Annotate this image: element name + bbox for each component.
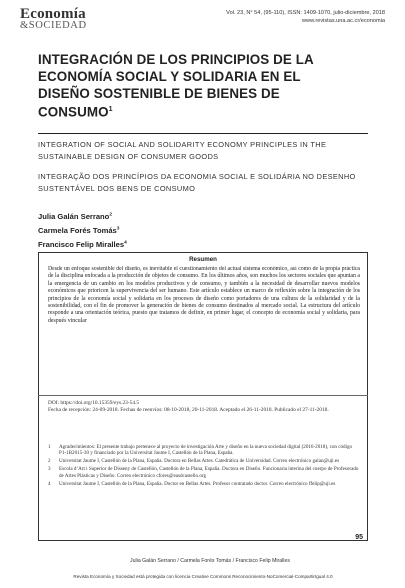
author-1 <box>38 212 112 221</box>
title-footnote-marker[interactable]: 1 <box>108 106 113 114</box>
author-footnote-marker[interactable]: 2 <box>109 212 112 218</box>
journal-logo-title: Economía <box>20 6 86 22</box>
footnote-text: Universitat Jaume I, Castellón de la Plana, España. Doctor en Bellas Artes. Profesor contratado doctor. Correo electrónico ffelip@uji.es <box>59 480 336 487</box>
title-spanish <box>38 52 338 122</box>
footnote-text: Universitat Jaume I, Castellón de la Plana, España. Doctora en Bellas Artes. Catedrática de Universidad. Correo electrónico galan@uji.es <box>59 458 340 465</box>
title-portuguese: INTEGRAÇÃO DOS PRINCÍPIOS DA ECONOMIA SOCIAL E SOLIDÁRIA NO DESENHO SUSTENTÁVEL DOS BENS DE CONSUMO <box>38 172 356 193</box>
footnote-number: 1 <box>48 444 51 450</box>
page-number: 95 <box>355 534 363 541</box>
author-footnote-marker[interactable]: 4 <box>124 240 127 246</box>
footnote-3 <box>48 466 360 479</box>
publication-dates: Fecha de recepción: 24-09-2018. Fechas de reenvíos: 08-10-2018, 20-11-2018. Aceptado el 26-11-2018. Publicado el 27-11-2018. <box>48 407 329 413</box>
footnote-number: 2 <box>48 458 51 465</box>
footnote-number: 4 <box>48 480 51 487</box>
doi-link[interactable]: DOI: https://doi.org/10.15359/eys.23-54.5 <box>48 400 140 406</box>
footnotes <box>48 444 360 489</box>
footnote-number: 3 <box>48 466 51 473</box>
running-footer-authors: Julia Galán Serrano / Carmela Forés Tomás / Francisco Felip Miralles <box>130 558 290 564</box>
license-notice: Revista Economía y Sociedad está protegida con licencia Creative Commons Reconocimiento-NoComercial-CompartirIgual 4.0 <box>73 574 333 579</box>
footnote-1 <box>48 444 360 457</box>
author-footnote-marker[interactable]: 3 <box>116 226 120 232</box>
journal-meta <box>226 9 385 26</box>
title-english: INTEGRATION OF SOCIAL AND SOLIDARITY ECONOMY PRINCIPLES IN THE SUSTAINABLE DESIGN OF CONSUMER GOODS <box>38 140 327 161</box>
footnote-2 <box>48 458 360 464</box>
doi-block <box>48 400 360 414</box>
abstract-heading: Resumen <box>189 256 217 263</box>
author-name: Francisco Felip Miralles <box>38 240 125 249</box>
journal-url[interactable]: www.revistas.una.ac.cr/economia <box>301 18 385 25</box>
journal-volume-info: Vol. 23, N° 54, (95-110), ISSN: 1409-1070, julio-diciembre, 2018 <box>226 10 385 16</box>
author-name: Julia Galán Serrano <box>38 212 110 221</box>
abstract-divider <box>38 395 368 396</box>
author-2 <box>38 226 119 235</box>
footnote-text: Escola d’Art i Superior de Disseny de Castellón, Castellón de la Plana, España. Doctora en Diseño. Funcionaria interina del cuerpo de Profesorado de Artes Plásticas y Diseño. Correo electrónico cfores@easdcastello.org <box>59 466 359 479</box>
author-name: Carmela Forés Tomás <box>38 226 117 235</box>
journal-logo-subtitle: &SOCIEDAD <box>20 20 87 31</box>
footnote-text: Agradecimientos: El presente trabajo pertenece al proyecto de investigación Arte y diseño en la nueva sociedad digital (2016-2018), con código P1-1B2015-30 y financiado por la Universitat Jaume I, Castellón de la Plana, España. <box>59 444 353 457</box>
footnote-4 <box>48 481 360 487</box>
title-divider <box>38 133 368 134</box>
author-3 <box>38 240 127 249</box>
title-spanish-text: INTEGRACIÓN DE LOS PRINCIPIOS DE LA ECONOMÍA SOCIAL Y SOLIDARIA EN EL DISEÑO SOSTENIBLE DE BIENES DE CONSUMO <box>38 52 314 120</box>
abstract-text: Desde un enfoque sostenible del diseño, es inevitable el cuestionamiento del actual sistema económico, así como de la propia práctica de la disciplina enfocada a la producción de objetos de consumo. En los últimos años, son muchos los sectores sociales que apuntan a la emergencia de un cambio en los modelos productivos y de consumo, y también a la necesidad de desarrollar nuevos modelos económicos que prioricen la supervivencia del ser humano. Este artículo establece un marco de reflexión sobre la integración de los principios de la economía social y solidaria en los procesos de diseño como portadores de una cultura de la solidaridad y de la sostenibilidad, con el fin de promover la generación de bienes de consumo destinados al mercado social. La estructura del artículo responde a una orientación teórica, puesto que tratamos de definir, en primer lugar, el concepto de economía social y solidaria, para después vincular <box>48 266 360 324</box>
